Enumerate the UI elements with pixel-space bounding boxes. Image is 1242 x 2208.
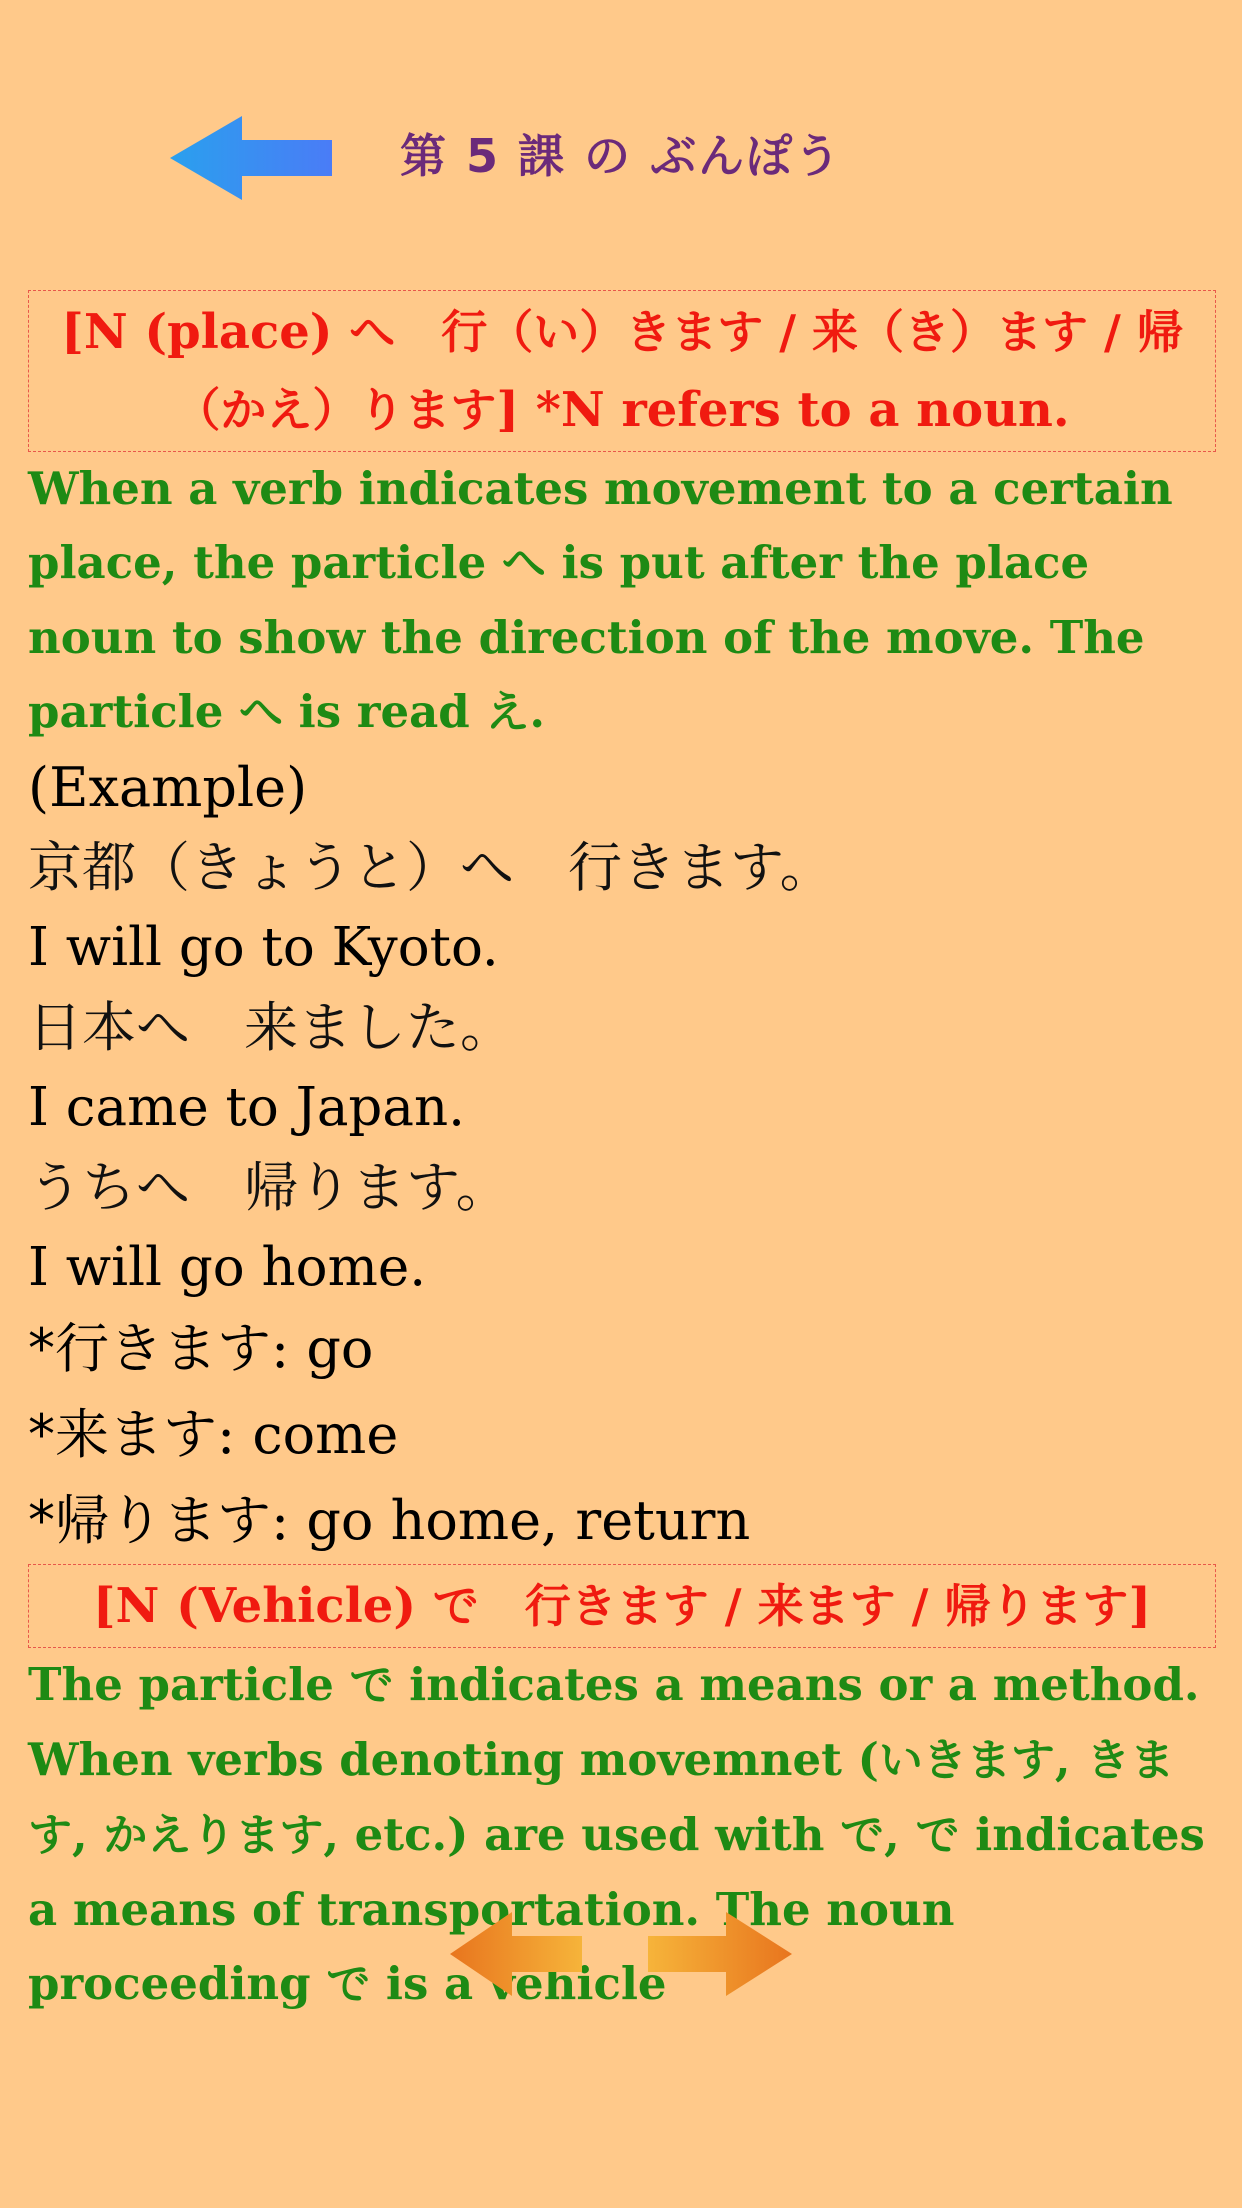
explain-jp: かえります — [103, 1810, 324, 1861]
example-jp: うちへ 帰ります。 — [28, 1156, 510, 1219]
explain-text: , etc.) are used with — [323, 1808, 841, 1861]
explain-jp: で — [349, 1660, 394, 1711]
example-en: I will go to Kyoto. — [28, 917, 499, 978]
back-button[interactable] — [170, 114, 335, 202]
rule-text: ] *N refers to a noun. — [496, 382, 1070, 438]
explain-jp: え — [485, 687, 530, 738]
rule-text: ] — [1128, 1578, 1152, 1634]
vocab-en: : go home, return — [271, 1489, 751, 1552]
explain-text: is a vehicle — [370, 1957, 667, 2010]
back-arrow-icon — [170, 114, 335, 202]
page-title: 第 5 課 の ぶんぽう — [400, 129, 843, 183]
vocab-item — [28, 1478, 1216, 1564]
explain-text: is read — [283, 685, 486, 738]
explain-jp: へ — [239, 687, 284, 738]
prev-page-button[interactable] — [450, 1910, 585, 1998]
explain-jp: きます — [28, 1735, 1175, 1861]
explain-text: is put after the place noun to show the direction of the move. The particle — [28, 536, 1145, 738]
example-jp: 日本へ 来ました。 — [28, 996, 514, 1059]
example-jp: 京都（きょうと）へ 行きます。 — [28, 836, 834, 899]
example-en: I came to Japan. — [28, 1077, 465, 1138]
explain-text: . — [529, 685, 546, 738]
grammar-rule-place — [28, 290, 1216, 452]
explain-text: , — [1054, 1733, 1087, 1786]
explain-text: , — [884, 1808, 916, 1861]
rule-text: [N (Vehicle) — [92, 1578, 433, 1634]
rule-text-jp: で 行きます / 来ます / 帰ります — [432, 1579, 1129, 1633]
explain-jp: で — [840, 1810, 885, 1861]
footer-nav — [0, 1900, 1242, 2020]
prev-arrow-icon — [450, 1910, 585, 1998]
grammar-rule-vehicle — [28, 1564, 1216, 1648]
explain-text: indicates a means or a method. When verbs denoting movemnet ( — [28, 1658, 1200, 1786]
example-en: I will go home. — [28, 1237, 427, 1298]
explain-jp: へ — [501, 538, 546, 589]
header — [0, 0, 1242, 260]
vocab-item — [28, 1306, 1216, 1392]
explanation-place — [28, 452, 1216, 750]
rule-text: [N (place) — [61, 304, 350, 360]
vocab-en: : come — [217, 1403, 399, 1466]
explain-text: When a verb indicates movement to a certain place, the particle — [28, 462, 1173, 589]
next-page-button[interactable] — [646, 1910, 792, 1998]
example-label: (Example) — [28, 756, 308, 819]
vocab-jp: *来ます — [28, 1403, 217, 1466]
explain-jp: で — [326, 1959, 371, 2010]
explain-jp: で — [915, 1810, 960, 1861]
explain-text: indicates a means of transportation. The noun proceeding — [28, 1808, 1205, 2010]
explain-text: , — [72, 1808, 104, 1861]
vocab-en: : go — [271, 1317, 374, 1380]
vocab-jp: *行きます — [28, 1317, 271, 1380]
vocab-jp: *帰ります — [28, 1489, 271, 1552]
explain-jp: いきます — [878, 1735, 1055, 1786]
explain-text: The particle — [28, 1658, 350, 1711]
next-arrow-icon — [646, 1910, 792, 1998]
rule-text-jp: へ 行（い）きます / 来（き）ます / 帰（かえ）ります — [174, 305, 1183, 437]
lesson-content[interactable] — [28, 290, 1216, 2010]
vocab-item — [28, 1392, 1216, 1478]
